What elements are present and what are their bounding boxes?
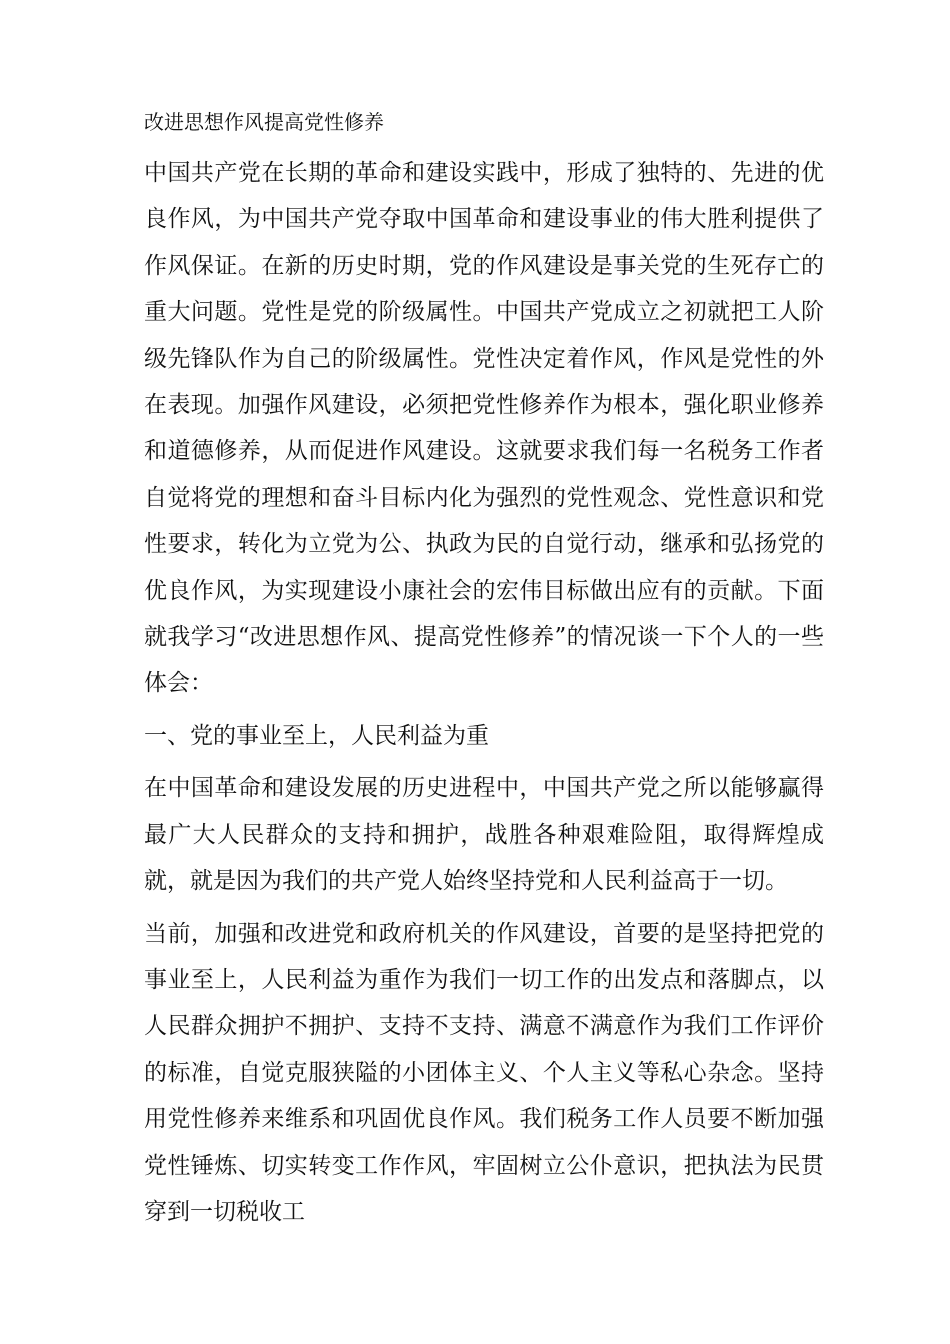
document-body xyxy=(144,104,824,1241)
document-title: 改进思想作风提高党性修养 xyxy=(144,110,384,134)
intro-paragraph: 中国共产党在长期的革命和建设实践中，形成了独特的、先进的优良作风，为中国共产党夺取中国革命和建设事业的伟大胜利提供了作风保证。在新的历史时期，党的作风建设是事关党的生死存亡的重大问题。党性是党的阶级属性。中国共产党成立之初就把工人阶级先锋队作为自己的阶级属性。党性决定着作风，作风是党性的外在表现。加强作风建设，必须把党性修养作为根本，强化职业修养和道德修养，从而促进作风建设。这就要求我们每一名税务工作者自觉将党的理想和奋斗目标内化为强烈的党性观念、党性意识和党性要求，转化为立党为公、执政为民的自觉行动，继承和弘扬党的优良作风，为实现建设小康社会的宏伟目标做出应有的贡献。下面就我学习“改进思想作风、提高党性修养”的情况谈一下个人的一些体会： xyxy=(144,160,824,697)
section-1-paragraph-2: 当前，加强和改进党和政府机关的作风建设，首要的是坚持把党的事业至上，人民利益为重作为我们一切工作的出发点和落脚点，以人民群众拥护不拥护、支持不支持、满意不满意作为我们工作评价的标准，自觉克服狭隘的小团体主义、个人主义等私心杂念。坚持用党性修养来维系和巩固优良作风。我们税务工作人员要不断加强党性锤炼、切实转变工作作风，牢固树立公仆意识，把执法为民贯穿到一切税收工 xyxy=(144,920,824,1225)
section-heading-1: 一、党的事业至上，人民利益为重 xyxy=(144,722,489,749)
section-1-paragraph-1: 在中国革命和建设发展的历史进程中，中国共产党之所以能够赢得最广大人民群众的支持和拥护，战胜各种艰难险阻，取得辉煌成就，就是因为我们的共产党人始终坚持党和人民利益高于一切。 xyxy=(144,775,824,895)
